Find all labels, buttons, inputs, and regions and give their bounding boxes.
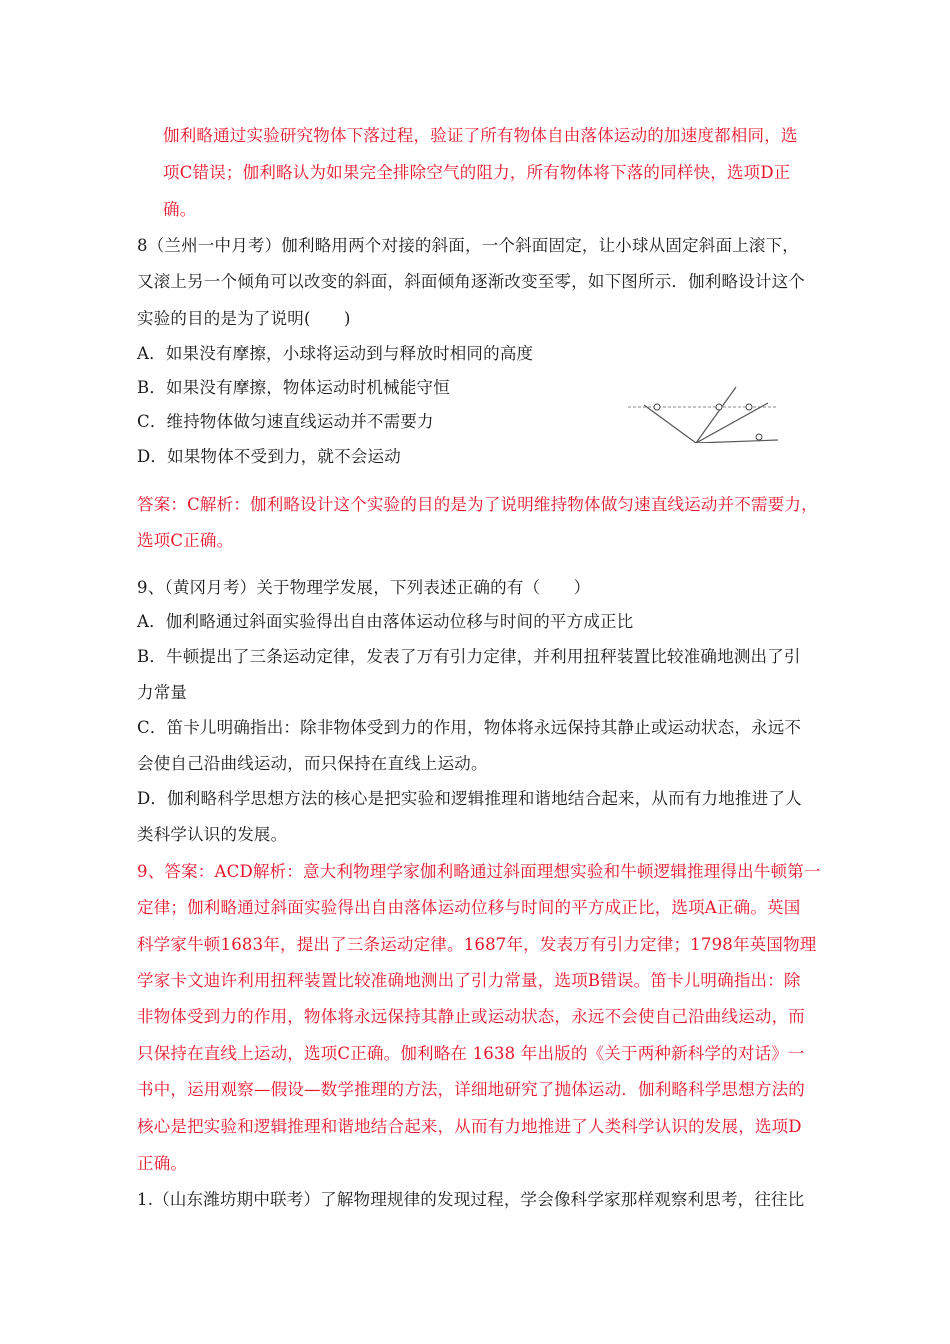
option-b: B．牛顿提出了三条运动定律，发表了万有引力定律，并利用扭秤装置比较准确地测出了引 [137, 647, 801, 666]
answer-line: 定律；伽利略通过斜面实验得出自由落体运动位移与时间的平方成正比，选项A正确。英国 [137, 898, 801, 917]
answer-line: 正确。 [137, 1154, 188, 1173]
question-8-stem: 又滚上另一个倾角可以改变的斜面，斜面倾角逐渐改变至零，如下图所示．伽利略设计这个 [137, 272, 805, 291]
option-a: A．伽利略通过斜面实验得出自由落体运动位移与时间的平方成正比 [137, 612, 634, 631]
answer-line: 项C错误；伽利略认为如果完全排除空气的阻力，所有物体将下落的同样快，选项D正 [163, 163, 791, 182]
answer-line: 伽利略通过实验研究物体下落过程，验证了所有物体自由落体运动的加速度都相同，选 [163, 126, 798, 145]
answer-line: 学家卡文迪许利用扭秤装置比较准确地测出了引力常量，选项B错误。笛卡儿明确指出：除 [137, 971, 801, 990]
answer-line: 科学家牛顿1683年，提出了三条运动定律。1687年，发表万有引力定律；1798年英国物理 [137, 935, 817, 954]
answer-line: 答案：C解析：伽利略设计这个实验的目的是为了说明维持物体做匀速直线运动并不需要力， [137, 495, 818, 514]
answer-line: 只保持在直线上运动，选项C正确。伽利略在 1638 年出版的《关于两种新科学的对话》一 [137, 1044, 805, 1063]
option-b: B．如果没有摩擦，物体运动时机械能守恒 [137, 378, 450, 397]
question-8-stem: 实验的目的是为了说明( ) [137, 309, 351, 328]
option-d-cont: 类科学认识的发展。 [137, 825, 288, 844]
option-c: C．维持物体做匀速直线运动并不需要力 [137, 412, 434, 431]
question-1-stem: 1.（山东潍坊期中联考）了解物理规律的发现过程，学会像科学家那样观察利思考，往往比 [137, 1190, 805, 1209]
option-b-cont: 力常量 [137, 683, 188, 702]
question-9-stem: 9、（黄冈月考）关于物理学发展，下列表述正确的有（ ） [137, 578, 591, 597]
answer-line: 确。 [163, 200, 197, 219]
option-a: A．如果没有摩擦，小球将运动到与释放时相同的高度 [137, 344, 534, 363]
question-8-stem: 8（兰州一中月考）伽利略用两个对接的斜面，一个斜面固定，让小球从固定斜面上滚下， [137, 236, 799, 255]
answer-line: 非物体受到力的作用，物体将永远保持其静止或运动状态，永远不会使自己沿曲线运动，而 [137, 1007, 805, 1026]
answer-line: 9、答案：ACD解析：意大利物理学家伽利略通过斜面理想实验和牛顿逻辑推理得出牛顿第一 [137, 862, 821, 881]
answer-line: 书中，运用观察—假设—数学推理的方法，详细地研究了抛体运动．伽利略科学思想方法的 [137, 1080, 805, 1099]
answer-line: 核心是把实验和逻辑推理和谐地结合起来，从而有力地推进了人类科学认识的发展，选项D [137, 1117, 802, 1136]
answer-line: 选项C正确。 [137, 531, 234, 550]
option-c-cont: 会使自己沿曲线运动，而只保持在直线上运动。 [137, 754, 488, 773]
option-c: C．笛卡儿明确指出：除非物体受到力的作用，物体将永远保持其静止或运动状态，永远不 [137, 718, 802, 737]
inclined-plane-figure [628, 383, 780, 443]
option-d: D．伽利略科学思想方法的核心是把实验和逻辑推理和谐地结合起来，从而有力地推进了人 [137, 789, 802, 808]
option-d: D．如果物体不受到力，就不会运动 [137, 447, 401, 466]
